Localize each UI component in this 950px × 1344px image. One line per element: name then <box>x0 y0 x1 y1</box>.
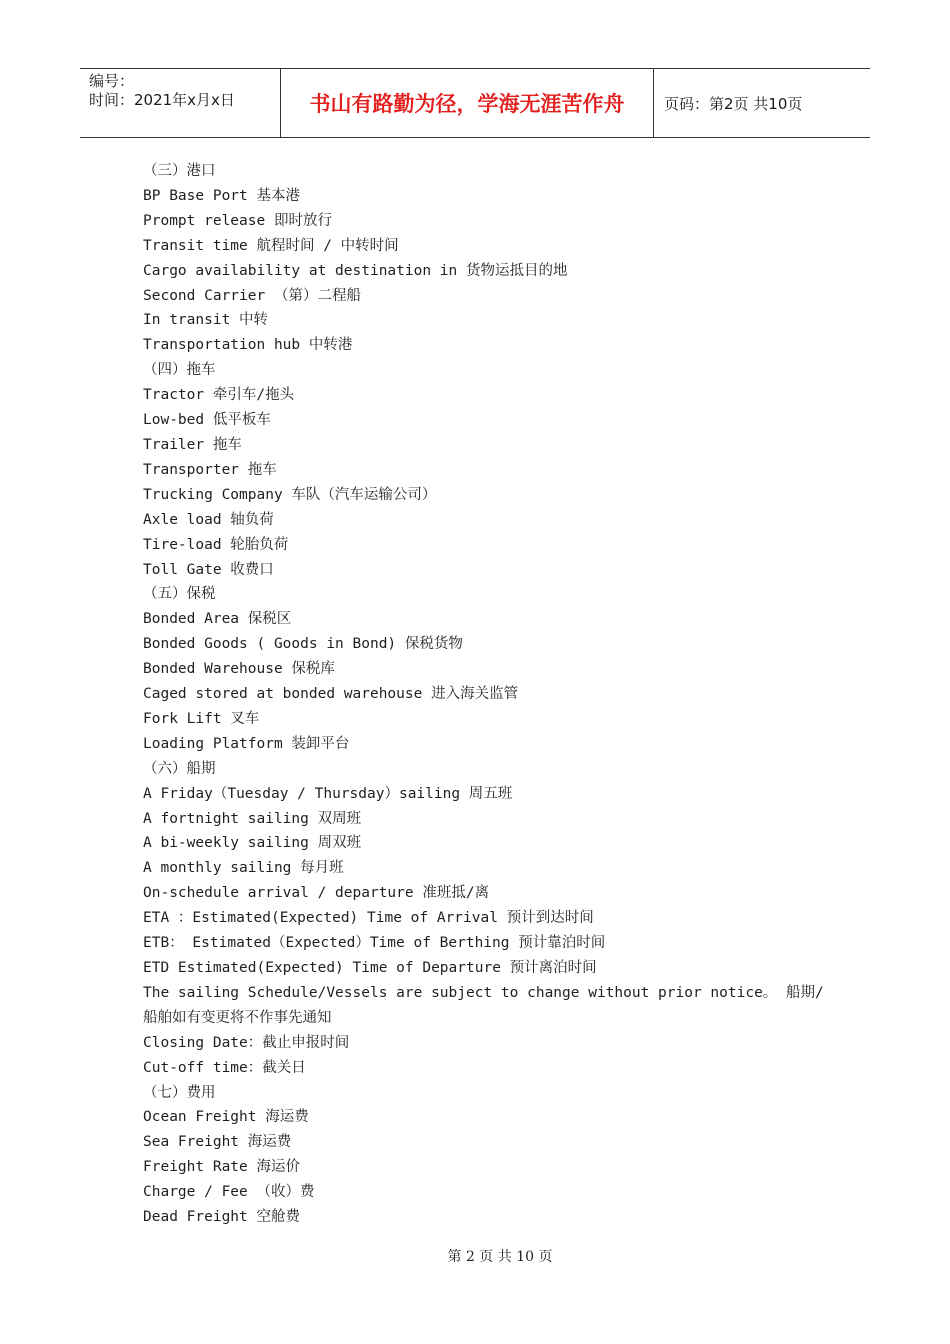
glossary-line: A Friday（Tuesday / Thursday）sailing 周五班 <box>143 785 513 802</box>
page-header <box>80 68 870 138</box>
glossary-line: Cargo availability at destination in 货物运抵目的地 <box>143 262 568 279</box>
glossary-line: Transporter 拖车 <box>143 461 277 478</box>
glossary-line: （四）拖车 <box>143 362 216 379</box>
glossary-line: 船舶如有变更将不作事先通知 <box>143 1009 332 1026</box>
glossary-line: Sea Freight 海运费 <box>143 1134 292 1151</box>
glossary-line: Caged stored at bonded warehouse 进入海关监管 <box>143 686 519 703</box>
glossary-line: （五）保税 <box>143 586 216 603</box>
glossary-line: Second Carrier （第）二程船 <box>143 287 361 304</box>
glossary-line: Cut-off time：截关日 <box>143 1059 306 1076</box>
glossary-line: The sailing Schedule/Vessels are subject to change without prior notice。 船期/ <box>143 984 824 1001</box>
glossary-line: BP Base Port 基本港 <box>143 187 300 204</box>
header-motto: 书山有路勤为径，学海无涯苦作舟 <box>281 69 654 137</box>
glossary-line: Transit time 航程时间 / 中转时间 <box>143 237 399 254</box>
glossary-line: ETD Estimated(Expected) Time of Departure 预计离泊时间 <box>143 960 597 976</box>
glossary-line: A fortnight sailing 双周班 <box>143 810 362 827</box>
glossary-line: ETB： Estimated（Expected）Time of Berthing 预计靠泊时间 <box>143 935 606 952</box>
glossary-line: Closing Date：截止申报时间 <box>143 1034 350 1051</box>
glossary-line: Tractor 牵引车/拖头 <box>143 387 295 404</box>
glossary-line: Axle load 轴负荷 <box>143 511 274 528</box>
glossary-line: Loading Platform 装卸平台 <box>143 735 350 752</box>
glossary-line: Transportation hub 中转港 <box>143 337 353 354</box>
glossary-line: In transit 中转 <box>143 312 269 329</box>
glossary-line: Toll Gate 收费口 <box>143 561 274 578</box>
glossary-line: （七）费用 <box>143 1084 216 1101</box>
glossary-line: Dead Freight 空舱费 <box>143 1209 300 1226</box>
glossary-line: Ocean Freight 海运费 <box>143 1109 309 1126</box>
glossary-line: Trucking Company 车队（汽车运输公司） <box>143 486 437 503</box>
document-date: 时间：2021年x月x日 <box>89 91 235 109</box>
header-meta <box>80 69 281 137</box>
glossary-line: Charge / Fee （收）费 <box>143 1184 315 1201</box>
glossary-line: Prompt release 即时放行 <box>143 212 332 229</box>
glossary-line: （六）船期 <box>143 760 216 777</box>
glossary-line: Freight Rate 海运价 <box>143 1159 300 1176</box>
header-page-number: 页码：第2页 共10页 <box>664 94 803 113</box>
glossary-line: ETA ：Estimated(Expected) Time of Arrival 预计到达时间 <box>143 910 594 927</box>
glossary-line: Tire-load 轮胎负荷 <box>143 536 289 553</box>
glossary-line: Bonded Goods ( Goods in Bond) 保税货物 <box>143 636 463 653</box>
glossary-line: （三）港口 <box>143 163 216 179</box>
glossary-line: Bonded Warehouse 保税库 <box>143 661 335 678</box>
glossary-line: On-schedule arrival / departure 准班抵/离 <box>143 885 490 902</box>
glossary-line: Fork Lift 叉车 <box>143 710 260 727</box>
glossary-line: A monthly sailing 每月班 <box>143 860 344 877</box>
glossary-line: Low-bed 低平板车 <box>143 412 271 429</box>
glossary-line: Trailer 拖车 <box>143 436 242 453</box>
glossary-content <box>143 159 823 1230</box>
document-number-label: 编号： <box>89 72 135 90</box>
glossary-line: Bonded Area 保税区 <box>143 611 292 628</box>
page-footer: 第 2 页 共 10 页 <box>447 1249 553 1265</box>
glossary-line: A bi-weekly sailing 周双班 <box>143 835 362 852</box>
